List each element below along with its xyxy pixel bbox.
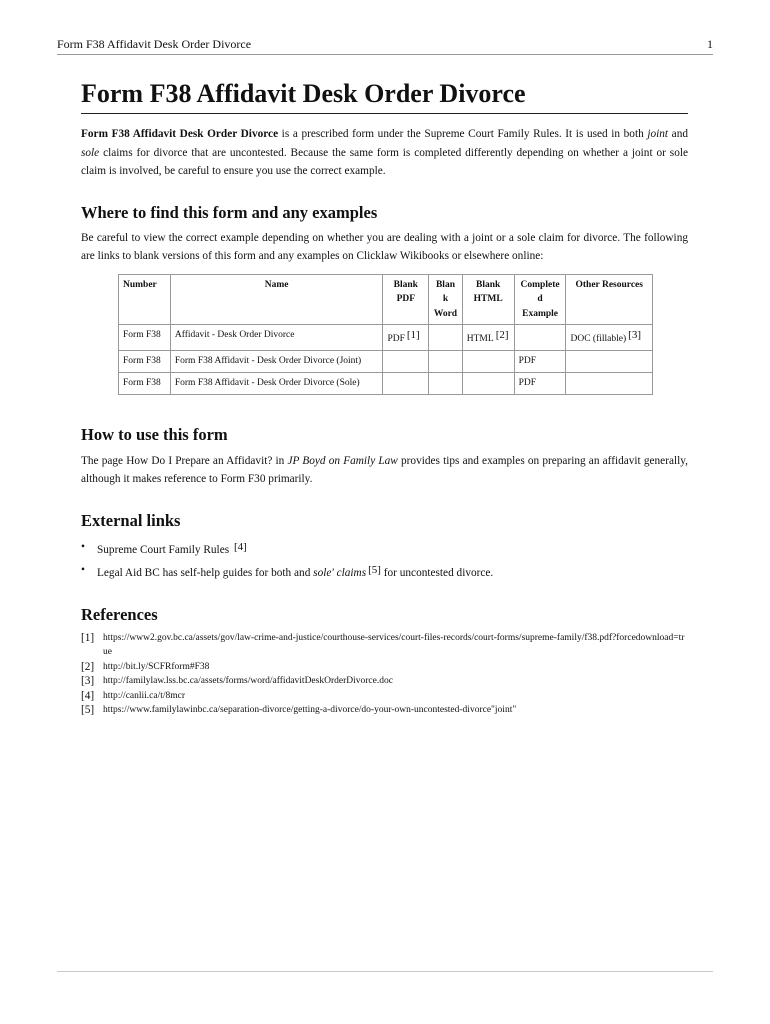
reference-url[interactable]: http://bit.ly/SCFRform#F38 bbox=[103, 661, 210, 672]
col-header-name: Name bbox=[170, 274, 383, 325]
list-item bbox=[81, 537, 688, 560]
bullet: • bbox=[81, 540, 85, 553]
reference-item bbox=[81, 689, 688, 704]
col-header-completed-example: Complete d Example bbox=[514, 274, 566, 325]
col-header-number: Number bbox=[119, 274, 171, 325]
cell-blank-html bbox=[462, 350, 514, 372]
section-heading-references: References bbox=[81, 604, 158, 624]
external-links-list bbox=[81, 537, 688, 583]
ref-marker[interactable]: [3] bbox=[628, 329, 641, 341]
reference-url[interactable]: https://www2.gov.bc.ca/assets/gov/law-crime-and-justice/courthouse-services/court-files-records/court-forms/supreme-family/f38.pdf?forcedownload=true bbox=[103, 632, 685, 657]
section-heading-how: How to use this form bbox=[81, 424, 228, 444]
reference-number: [2] bbox=[81, 660, 95, 673]
list-item: • Legal Aid BC has self-help guides for both and sole' claims [5] for uncontested divorce. bbox=[81, 560, 688, 583]
cell-blank-html bbox=[462, 372, 514, 394]
how-paragraph: The page How Do I Prepare an Affidavit? in JP Boyd on Family Law provides tips and examples on preparing an affidavit generally, although it makes reference to Form F30 primarily. bbox=[81, 454, 688, 485]
table-header-row bbox=[119, 274, 653, 325]
intro-sole: sole bbox=[81, 146, 100, 159]
cell-completed-example bbox=[514, 350, 566, 372]
reference-number: [1] bbox=[81, 631, 95, 644]
col-header-blank-word: Blan k Word bbox=[429, 274, 463, 325]
references-list bbox=[81, 631, 688, 718]
blank-html-link[interactable]: HTML bbox=[466, 334, 494, 344]
ref-marker[interactable]: [1] bbox=[406, 329, 420, 341]
col-header-blank-pdf: Blank PDF bbox=[383, 274, 429, 325]
cell-number: Form F38 bbox=[119, 350, 171, 372]
bullet: • bbox=[81, 563, 85, 576]
intro-bold-title: Form F38 Affidavit Desk Order Divorce bbox=[81, 128, 279, 140]
table-row bbox=[119, 350, 653, 372]
external-link[interactable]: Supreme Court Family Rules bbox=[97, 543, 232, 556]
cell-blank-word bbox=[429, 350, 463, 372]
reference-item bbox=[81, 631, 688, 660]
page-title: Form F38 Affidavit Desk Order Divorce bbox=[81, 78, 688, 114]
cell-blank-pdf bbox=[383, 325, 429, 351]
reference-number: [3] bbox=[81, 675, 95, 687]
col-header-blank-html: Blank HTML bbox=[462, 274, 514, 325]
col-header-other-resources: Other Resources bbox=[566, 274, 653, 325]
running-header bbox=[57, 37, 713, 55]
reference-number: [5] bbox=[81, 704, 95, 716]
completed-pdf-link[interactable]: PDF bbox=[518, 355, 537, 366]
intro-paragraph: Form F38 Affidavit Desk Order Divorce is a prescribed form under the Supreme Court Family Rules. It is used in both joint and sole claims for divorce that are uncontested. Because the same form is completed differently depending on whether a joint or sole claim is involved, be careful to ensure you use the correct example. bbox=[81, 128, 688, 177]
reference-number: [4] bbox=[81, 689, 95, 702]
cell-other-resources bbox=[566, 350, 653, 372]
cell-blank-pdf bbox=[383, 372, 429, 394]
forms-table bbox=[118, 274, 653, 395]
article-content bbox=[81, 78, 688, 718]
book-title[interactable]: JP Boyd on Family Law bbox=[287, 454, 398, 467]
footer-rule bbox=[57, 971, 713, 972]
blank-pdf-link[interactable]: PDF bbox=[387, 334, 405, 344]
completed-pdf-link[interactable]: PDF bbox=[518, 377, 537, 388]
external-link[interactable]: sole' claims bbox=[313, 566, 367, 579]
table-row bbox=[119, 372, 653, 394]
reference-url[interactable]: http://familylaw.lss.bc.ca/assets/forms/word/affidavitDeskOrderDivorce.doc bbox=[103, 676, 393, 686]
cell-number: Form F38 bbox=[119, 372, 171, 394]
page-number: 1 bbox=[707, 37, 713, 51]
cell-other-resources bbox=[566, 325, 653, 351]
cell-blank-word bbox=[429, 372, 463, 394]
cell-other-resources bbox=[566, 372, 653, 394]
section-heading-external: External links bbox=[81, 510, 181, 530]
cell-name: Form F38 Affidavit - Desk Order Divorce (Joint) bbox=[170, 350, 383, 372]
reference-url[interactable]: http://canlii.ca/t/8mcr bbox=[103, 690, 186, 701]
section-heading-where: Where to find this form and any examples bbox=[81, 202, 378, 222]
table-row bbox=[119, 325, 653, 351]
cell-number: Form F38 bbox=[119, 325, 171, 351]
running-header-title: Form F38 Affidavit Desk Order Divorce bbox=[57, 37, 252, 51]
cell-blank-pdf bbox=[383, 350, 429, 372]
reference-url[interactable]: https://www.familylawinbc.ca/separation-divorce/getting-a-divorce/do-your-own-uncontested-divorce"joint" bbox=[103, 705, 517, 715]
doc-fillable-link[interactable]: DOC (fillable) bbox=[570, 334, 627, 344]
ref-marker[interactable]: [4] bbox=[233, 540, 247, 553]
ref-marker[interactable]: [5] bbox=[368, 563, 381, 576]
reference-item bbox=[81, 703, 688, 718]
cell-name: Form F38 Affidavit - Desk Order Divorce (Sole) bbox=[170, 372, 383, 394]
where-paragraph: Be careful to view the correct example depending on whether you are dealing with a joint or a sole claim for divorce. The following are links to blank versions of this form and any examples on Clicklaw Wikibooks or elsewhere online: bbox=[81, 231, 688, 262]
cell-blank-html bbox=[462, 325, 514, 351]
reference-item bbox=[81, 674, 688, 689]
intro-joint: joint bbox=[647, 128, 669, 140]
reference-item bbox=[81, 660, 688, 675]
cell-completed-example bbox=[514, 372, 566, 394]
cell-completed-example bbox=[514, 325, 566, 351]
ref-marker[interactable]: [2] bbox=[495, 329, 509, 341]
cell-blank-word bbox=[429, 325, 463, 351]
cell-name: Affidavit - Desk Order Divorce bbox=[170, 325, 383, 351]
